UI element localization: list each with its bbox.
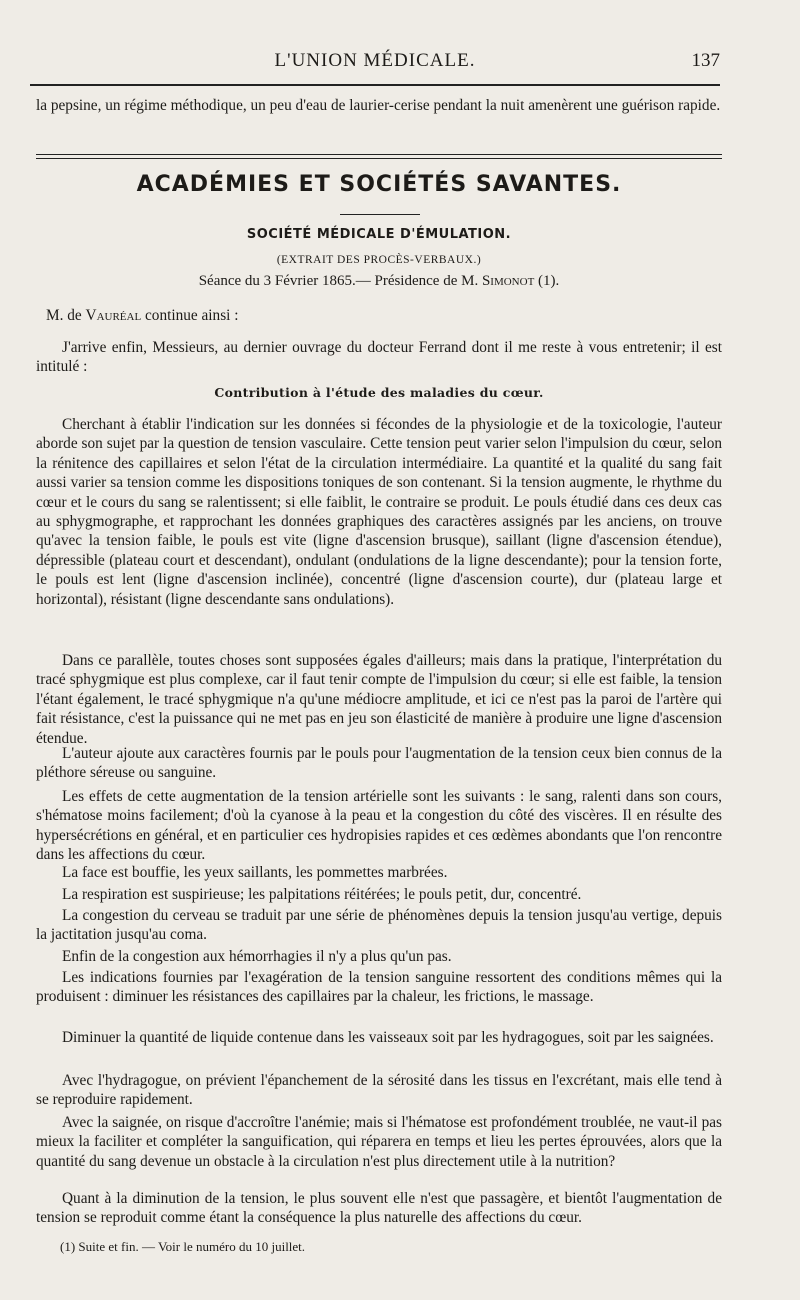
extract-note: (EXTRAIT DES PROCÈS-VERBAUX.) bbox=[276, 254, 482, 266]
society-title: SOCIÉTÉ MÉDICALE D'ÉMULATION. bbox=[246, 227, 512, 242]
paragraph-11: Avec l'hydragogue, on prévient l'épanchement de la sérosité dans les tissus en l'excrétant, mais elle tend à se reproduire rapidement. bbox=[36, 1072, 722, 1109]
speaker-verb: continue ainsi : bbox=[141, 307, 239, 324]
paragraph-9: Les indications fournies par l'exagération de la tension sanguine ressortent des conditions mêmes qui la produisent : diminuer les résistances des capillaires par la chaleur, les frictions, le massage. bbox=[36, 969, 722, 1006]
section-heading: ACADÉMIES ET SOCIÉTÉS SAVANTES. bbox=[136, 172, 622, 197]
speaker-prefix: M. de bbox=[46, 307, 82, 324]
paragraph-12: Avec la saignée, on risque d'accroître l'anémie; mais si l'hématose est profondément troublée, ne vaut-il pas mieux la faciliter et compléter la sanguification, qui réparera en temps et lieu les pertes éprouvées, alors que la quantité du sang devenue un obstacle à la circulation n'est plus directement utile à la nutrition? bbox=[36, 1114, 722, 1170]
speaker-name: Vauréal bbox=[85, 307, 142, 324]
page-number: 137 bbox=[691, 50, 720, 71]
session-suffix: (1). bbox=[534, 273, 560, 289]
paragraph-4: Les effets de cette augmentation de la tension artérielle sont les suivants : le sang, ralenti dans son cours, s'hématose moins facilement; d'où la cyanose à la peau et la congestion du côté des viscères. Il en résulte des hypersécrétions en général, et en particulier ces hydropisies rapides et ces œdèmes abondants que l'on rencontre dans les affections du cœur. bbox=[36, 788, 722, 864]
header-rule bbox=[30, 84, 720, 86]
paragraph-8: Enfin de la congestion aux hémorrhagies il n'y a plus qu'un pas. bbox=[62, 948, 452, 965]
paragraph-3: L'auteur ajoute aux caractères fournis par le pouls pour l'augmentation de la tension ceux bien connus de la pléthore séreuse ou sanguine. bbox=[36, 745, 722, 782]
paragraph-5: La face est bouffie, les yeux saillants, les pommettes marbrées. bbox=[62, 864, 448, 881]
section-divider bbox=[36, 154, 722, 159]
session-prefix: Séance du 3 Février 1865.— Présidence de M. bbox=[198, 273, 479, 289]
running-title: L'UNION MÉDICALE. bbox=[274, 50, 476, 71]
heading-rule bbox=[340, 214, 420, 215]
paragraph-13: Quant à la diminution de la tension, le plus souvent elle n'est que passagère, et bientôt l'augmentation de tension se reproduit comme étant la conséquence la plus naturelle des affections du cœur. bbox=[36, 1190, 722, 1227]
arrival-paragraph: J'arrive enfin, Messieurs, au dernier ouvrage du docteur Ferrand dont il me reste à vous entretenir; il est intitulé : bbox=[36, 339, 722, 376]
article-title: Contribution à l'étude des maladies du cœur. bbox=[214, 385, 544, 400]
intro-paragraph: la pepsine, un régime méthodique, un peu d'eau de laurier-cerise pendant la nuit amenèrent une guérison rapide. bbox=[36, 97, 721, 114]
paragraph-7: La congestion du cerveau se traduit par une série de phénomènes depuis la tension jusqu'au vertige, depuis la jactitation jusqu'au coma. bbox=[36, 907, 722, 944]
speaker-line bbox=[46, 306, 732, 325]
president-name: Simonot bbox=[481, 273, 535, 289]
session-line bbox=[36, 273, 722, 290]
paragraph-2: Dans ce parallèle, toutes choses sont supposées égales d'ailleurs; mais dans la pratique, l'interprétation du tracé sphygmique est plus complexe, car il faut tenir compte de l'impulsion du cœur; si elle est faible, la tension l'étant également, le tracé sphygmique n'a qu'une médiocre amplitude, et ici ce n'est pas la paroi de l'artère qui fait résistance, c'est la puissance qui ne met pas en jeu son élasticité de manière à produire une ligne d'ascension étendue. bbox=[36, 652, 722, 747]
paragraph-1: Cherchant à établir l'indication sur les données si fécondes de la physiologie et de la toxicologie, l'auteur aborde son sujet par la question de tension vasculaire. Cette tension peut varier selon l'impulsion du cœur, selon la rénitence des capillaires et selon l'état de la circulation intermédiaire. La quantité et la qualité du sang fait aussi varier sa tension comme les dispositions toniques de son contenant. Si la tension augmente, le rhythme du cœur et le cours du sang se ralentissent; si elle faiblit, le contraire se produit. Le pouls étudié dans ces deux cas au sphygmographe, et rapprochant les données graphiques des caractères assignés par les anciens, on trouve qu'avec la tension faible, le pouls est vite (ligne d'ascension brusque), saillant (ligne d'ascension étendue), dépressible (plateau court et descendant), ondulant (ondulations de la ligne descendante); pour la tension forte, le pouls est lent (ligne d'ascension inclinée), concentré (ligne d'ascension courte), dur (plateau large et horizontal), résistant (ligne descendante sans ondulations). bbox=[36, 416, 722, 608]
paragraph-10: Diminuer la quantité de liquide contenue dans les vaisseaux soit par les hydragogues, soit par les saignées. bbox=[62, 1029, 714, 1046]
page-header bbox=[30, 46, 720, 78]
paragraph-6: La respiration est suspirieuse; les palpitations réitérées; le pouls petit, dur, concentré. bbox=[62, 886, 582, 903]
footnote: (1) Suite et fin. — Voir le numéro du 10 juillet. bbox=[60, 1239, 306, 1254]
